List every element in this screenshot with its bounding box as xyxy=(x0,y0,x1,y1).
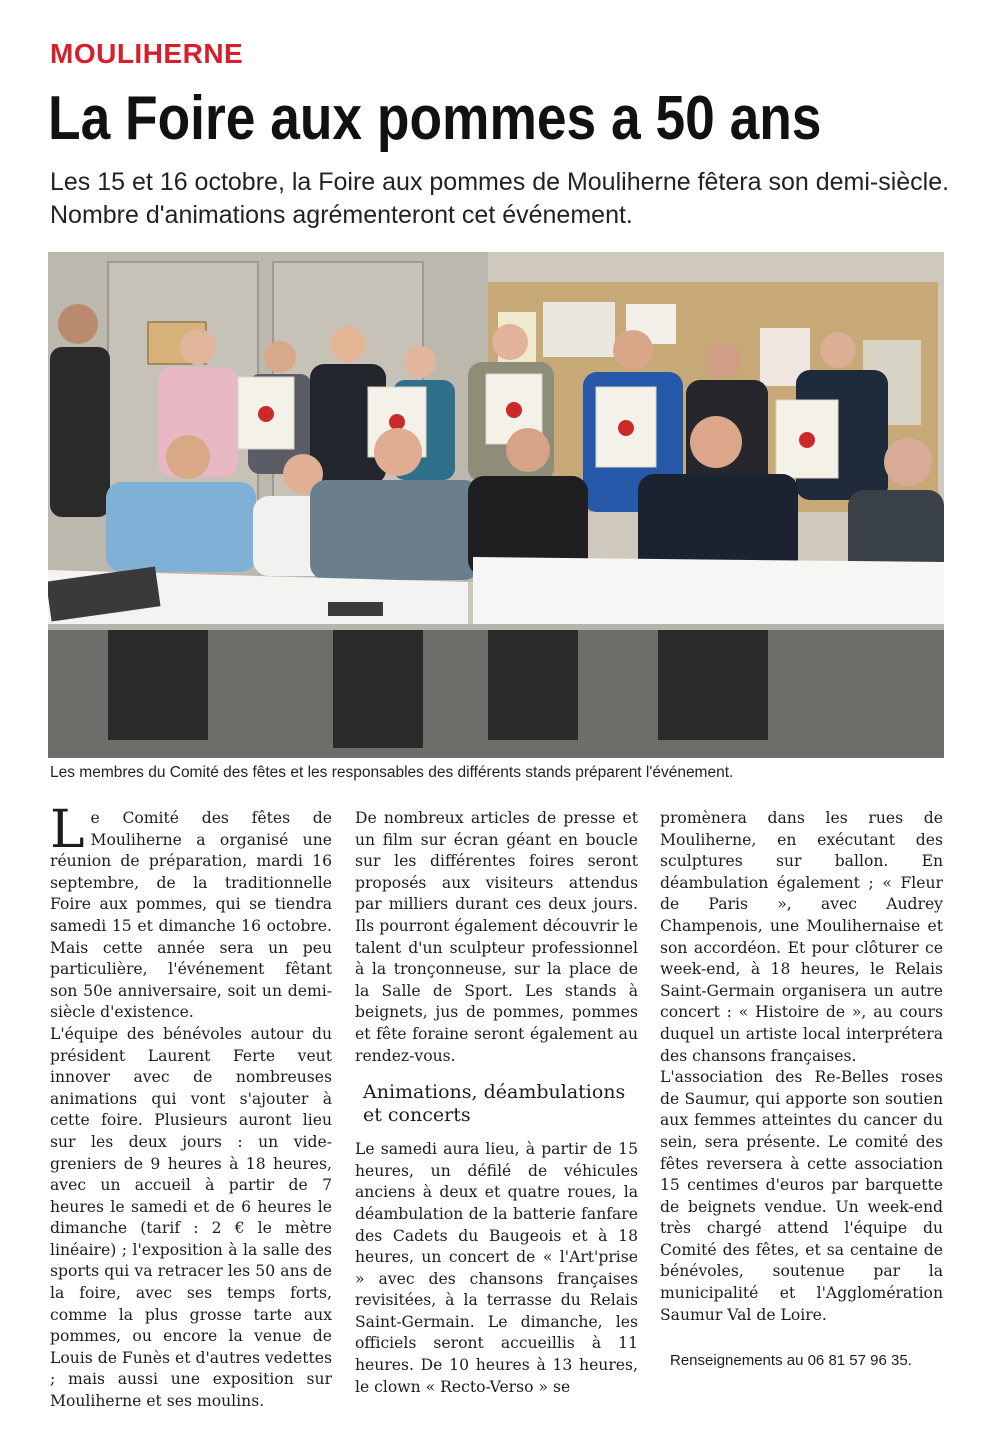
paragraph: L'équipe des bénévoles autour du président Laurent Ferte veut innover avec de nombreuses animations qui vont s'ajouter à cette foire. Plusieurs auront lieu sur les deux jours : un vide-greniers de 9 heures à 18 heures, avec un accueil à partir de 7 heures le samedi et de 6 heures le dimanche (tarif : 2 € le mètre linéaire) ; l'exposition à la salle des sports qui va retracer les 50 ans de la foire, avec ses temps forts, comme la plus grosse tarte aux pommes, ou encore la venue de Louis de Funès et d'autres vedettes ; mais aussi une exposition sur Mouliherne et ses moulins. xyxy=(50,1024,332,1411)
contact-info: Renseignements au 06 81 57 96 35. xyxy=(670,1352,912,1370)
paragraph xyxy=(50,800,332,1024)
intertitle: Animations, déambulations et concerts xyxy=(363,1081,626,1127)
article-column-1 xyxy=(50,800,332,1413)
standfirst: Les 15 et 16 octobre, la Foire aux pommes de Mouliherne fêtera son demi-siècle. Nombre d'animations agrémenteront cet événement. xyxy=(50,168,950,229)
dropcap: L xyxy=(50,800,85,860)
paragraph-text: e Comité des fêtes de Mouliherne a organisé une réunion de préparation, mardi 16 septembre, de la traditionnelle Foire aux pommes, qui se tiendra samedi 15 et dimanche 16 octobre. Mais cette année sera un peu particulière, l'événement fêtant son 50e anniversaire, soit un demi-siècle d'existence. xyxy=(50,809,332,1022)
article-column-2 xyxy=(355,808,638,1398)
paragraph: L'association des Re-Belles roses de Saumur, qui apporte son soutien aux femmes atteintes du cancer du sein, sera présente. Le comité des fêtes reversera à cette association 15 centimes d'euros par barquette de beignets vendue. Un week-end très chargé attend l'équipe du Comité des fêtes, et sa centaine de bénévoles, soutenue par la municipalité et l'Agglomération Saumur Val de Loire. xyxy=(660,1068,943,1324)
article-column-3 xyxy=(660,808,943,1372)
headline: La Foire aux pommes a 50 ans xyxy=(48,84,822,153)
group-photo xyxy=(48,252,944,758)
paragraph: Le samedi aura lieu, à partir de 15 heures, un défilé de véhicules anciens à deux et quatre roues, la déambulation de la batterie fanfare des Cadets du Baugeois et à 18 heures, un concert de « l'Art'prise » avec des chansons françaises revisitées, à la terrasse du Relais Saint-Germain. Le dimanche, les officiels seront accueillis à 11 heures. De 10 heures à 13 heures, le clown « Recto-Verso » se xyxy=(355,1140,638,1396)
section-kicker: MOULIHERNE xyxy=(50,38,244,69)
photo-caption: Les membres du Comité des fêtes et les responsables des différents stands préparent l'événement. xyxy=(50,764,734,781)
paragraph: promènera dans les rues de Mouliherne, en exécutant des sculptures sur ballon. En déambulation également ; « Fleur de Paris », avec Audrey Champenois, une Moulihernaise et son accordéon. Et pour clôturer ce week-end, à 18 heures, le Relais Saint-Germain organisera un autre concert : « Histoire de », au cours duquel un artiste local interprétera des chansons françaises. xyxy=(660,809,943,1065)
paragraph: De nombreux articles de presse et un film sur écran géant en boucle sur les différentes foires seront proposés aux visiteurs attendus par milliers durant ces deux jours. Ils pourront également découvrir le talent d'un sculpteur professionnel à la tronçonneuse, sur la place de la Salle de Sport. Les stands à beignets, jus de pommes, pommes et fête foraine seront également au rendez-vous. xyxy=(355,809,638,1065)
